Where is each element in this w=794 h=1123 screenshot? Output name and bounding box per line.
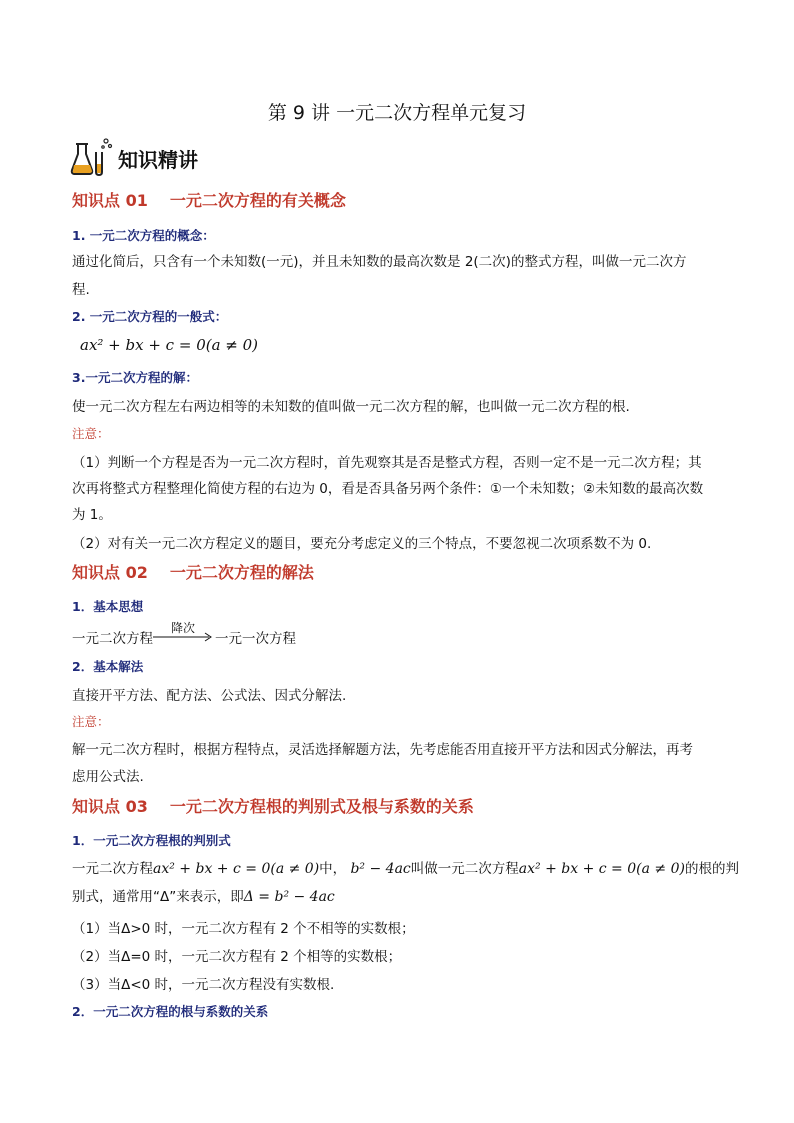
- flow-diagram: [72, 621, 296, 647]
- paragraph-line: 解一元二次方程时，根据方程特点，灵活选择解题方法，先考虑能否用直接开平方法和因式分解法，再考: [72, 742, 693, 758]
- arrow-right-icon: [153, 631, 215, 643]
- subheading: 2．基本解法: [72, 659, 144, 674]
- section-number: 知识点 02: [72, 563, 148, 582]
- subheading: 2．一元二次方程的根与系数的关系: [72, 1004, 269, 1019]
- lecture-title: 第 9 讲 一元二次方程单元复习: [267, 102, 527, 124]
- subheading: 1. 一元二次方程的概念：: [72, 228, 215, 243]
- subheading: 1．一元二次方程根的判别式: [72, 833, 231, 848]
- lab-flask-icon: [70, 134, 114, 176]
- subheading: 2. 一元二次方程的一般式：: [72, 309, 228, 324]
- flow-arrow: [153, 621, 215, 645]
- equation: ax² + bx + c = 0(a ≠ 0): [518, 861, 685, 877]
- subheading: 1．基本思想: [72, 599, 144, 614]
- paragraph-line: 通过化简后，只含有一个未知数(一元)，并且未知数的最高次数是 2(二次)的整式方程，叫做一元二次方: [72, 254, 687, 270]
- paragraph-line: （2）对有关一元二次方程定义的题目，要充分考虑定义的三个特点，不要忽视二次项系数不为 0.: [72, 536, 652, 552]
- flow-right: 一元一次方程: [215, 631, 296, 647]
- paragraph-line: 虑用公式法.: [72, 769, 144, 785]
- case-line: （3）当Δ<0 时，一元二次方程没有实数根.: [72, 977, 335, 993]
- paragraph-line: 使一元二次方程左右两边相等的未知数的值叫做一元二次方程的解，也叫做一元二次方程的根.: [72, 399, 630, 415]
- section-title: 一元二次方程的有关概念: [169, 191, 346, 210]
- paragraph-line: [72, 885, 335, 905]
- section-heading-01: [72, 188, 346, 211]
- section-heading-03: [72, 794, 474, 817]
- note-label: 注意：: [72, 426, 110, 441]
- paragraph-line: （1）判断一个方程是否为一元二次方程时，首先观察其是否是整式方程，否则一定不是一元二次方程；其: [72, 455, 702, 471]
- note-label: 注意：: [72, 714, 110, 729]
- section-number: 知识点 01: [72, 191, 148, 210]
- paragraph-line: 为 1。: [72, 507, 112, 523]
- text-span: 的根的判: [684, 861, 739, 877]
- discriminant-formula: Δ = b² − 4ac: [243, 889, 335, 905]
- section-number: 知识点 03: [72, 797, 148, 816]
- discriminant-expression: b² − 4ac: [350, 861, 411, 877]
- paragraph-line: [72, 857, 739, 877]
- section-heading-02: [72, 560, 314, 583]
- paragraph-line: 程.: [72, 282, 90, 298]
- text-span: 叫做一元二次方程: [410, 861, 519, 877]
- paragraph-line: 次再将整式方程整理化简使方程的右边为 0，看是否具备另两个条件：①一个未知数；②未知数的最高次数: [72, 481, 704, 497]
- case-line: （1）当Δ>0 时，一元二次方程有 2 个不相等的实数根；: [72, 921, 415, 937]
- flow-left: 一元二次方程: [72, 631, 153, 647]
- section-title: 一元二次方程根的判别式及根与系数的关系: [169, 797, 474, 816]
- general-form-formula: ax² + bx + c = 0(a ≠ 0): [80, 336, 259, 354]
- text-span: 别式，通常用“Δ”来表示，即: [72, 889, 244, 905]
- equation: ax² + bx + c = 0(a ≠ 0): [153, 861, 320, 877]
- header-title: 知识精讲: [118, 148, 198, 172]
- subheading: 3.一元二次方程的解：: [72, 370, 198, 385]
- section-title: 一元二次方程的解法: [169, 563, 314, 582]
- flow-arrow-label: 降次: [170, 621, 195, 635]
- paragraph-line: 直接开平方法、配方法、公式法、因式分解法.: [72, 688, 347, 704]
- text-span: 一元二次方程: [72, 861, 153, 877]
- case-line: （2）当Δ=0 时，一元二次方程有 2 个相等的实数根；: [72, 949, 402, 965]
- text-span: 中，: [319, 861, 347, 877]
